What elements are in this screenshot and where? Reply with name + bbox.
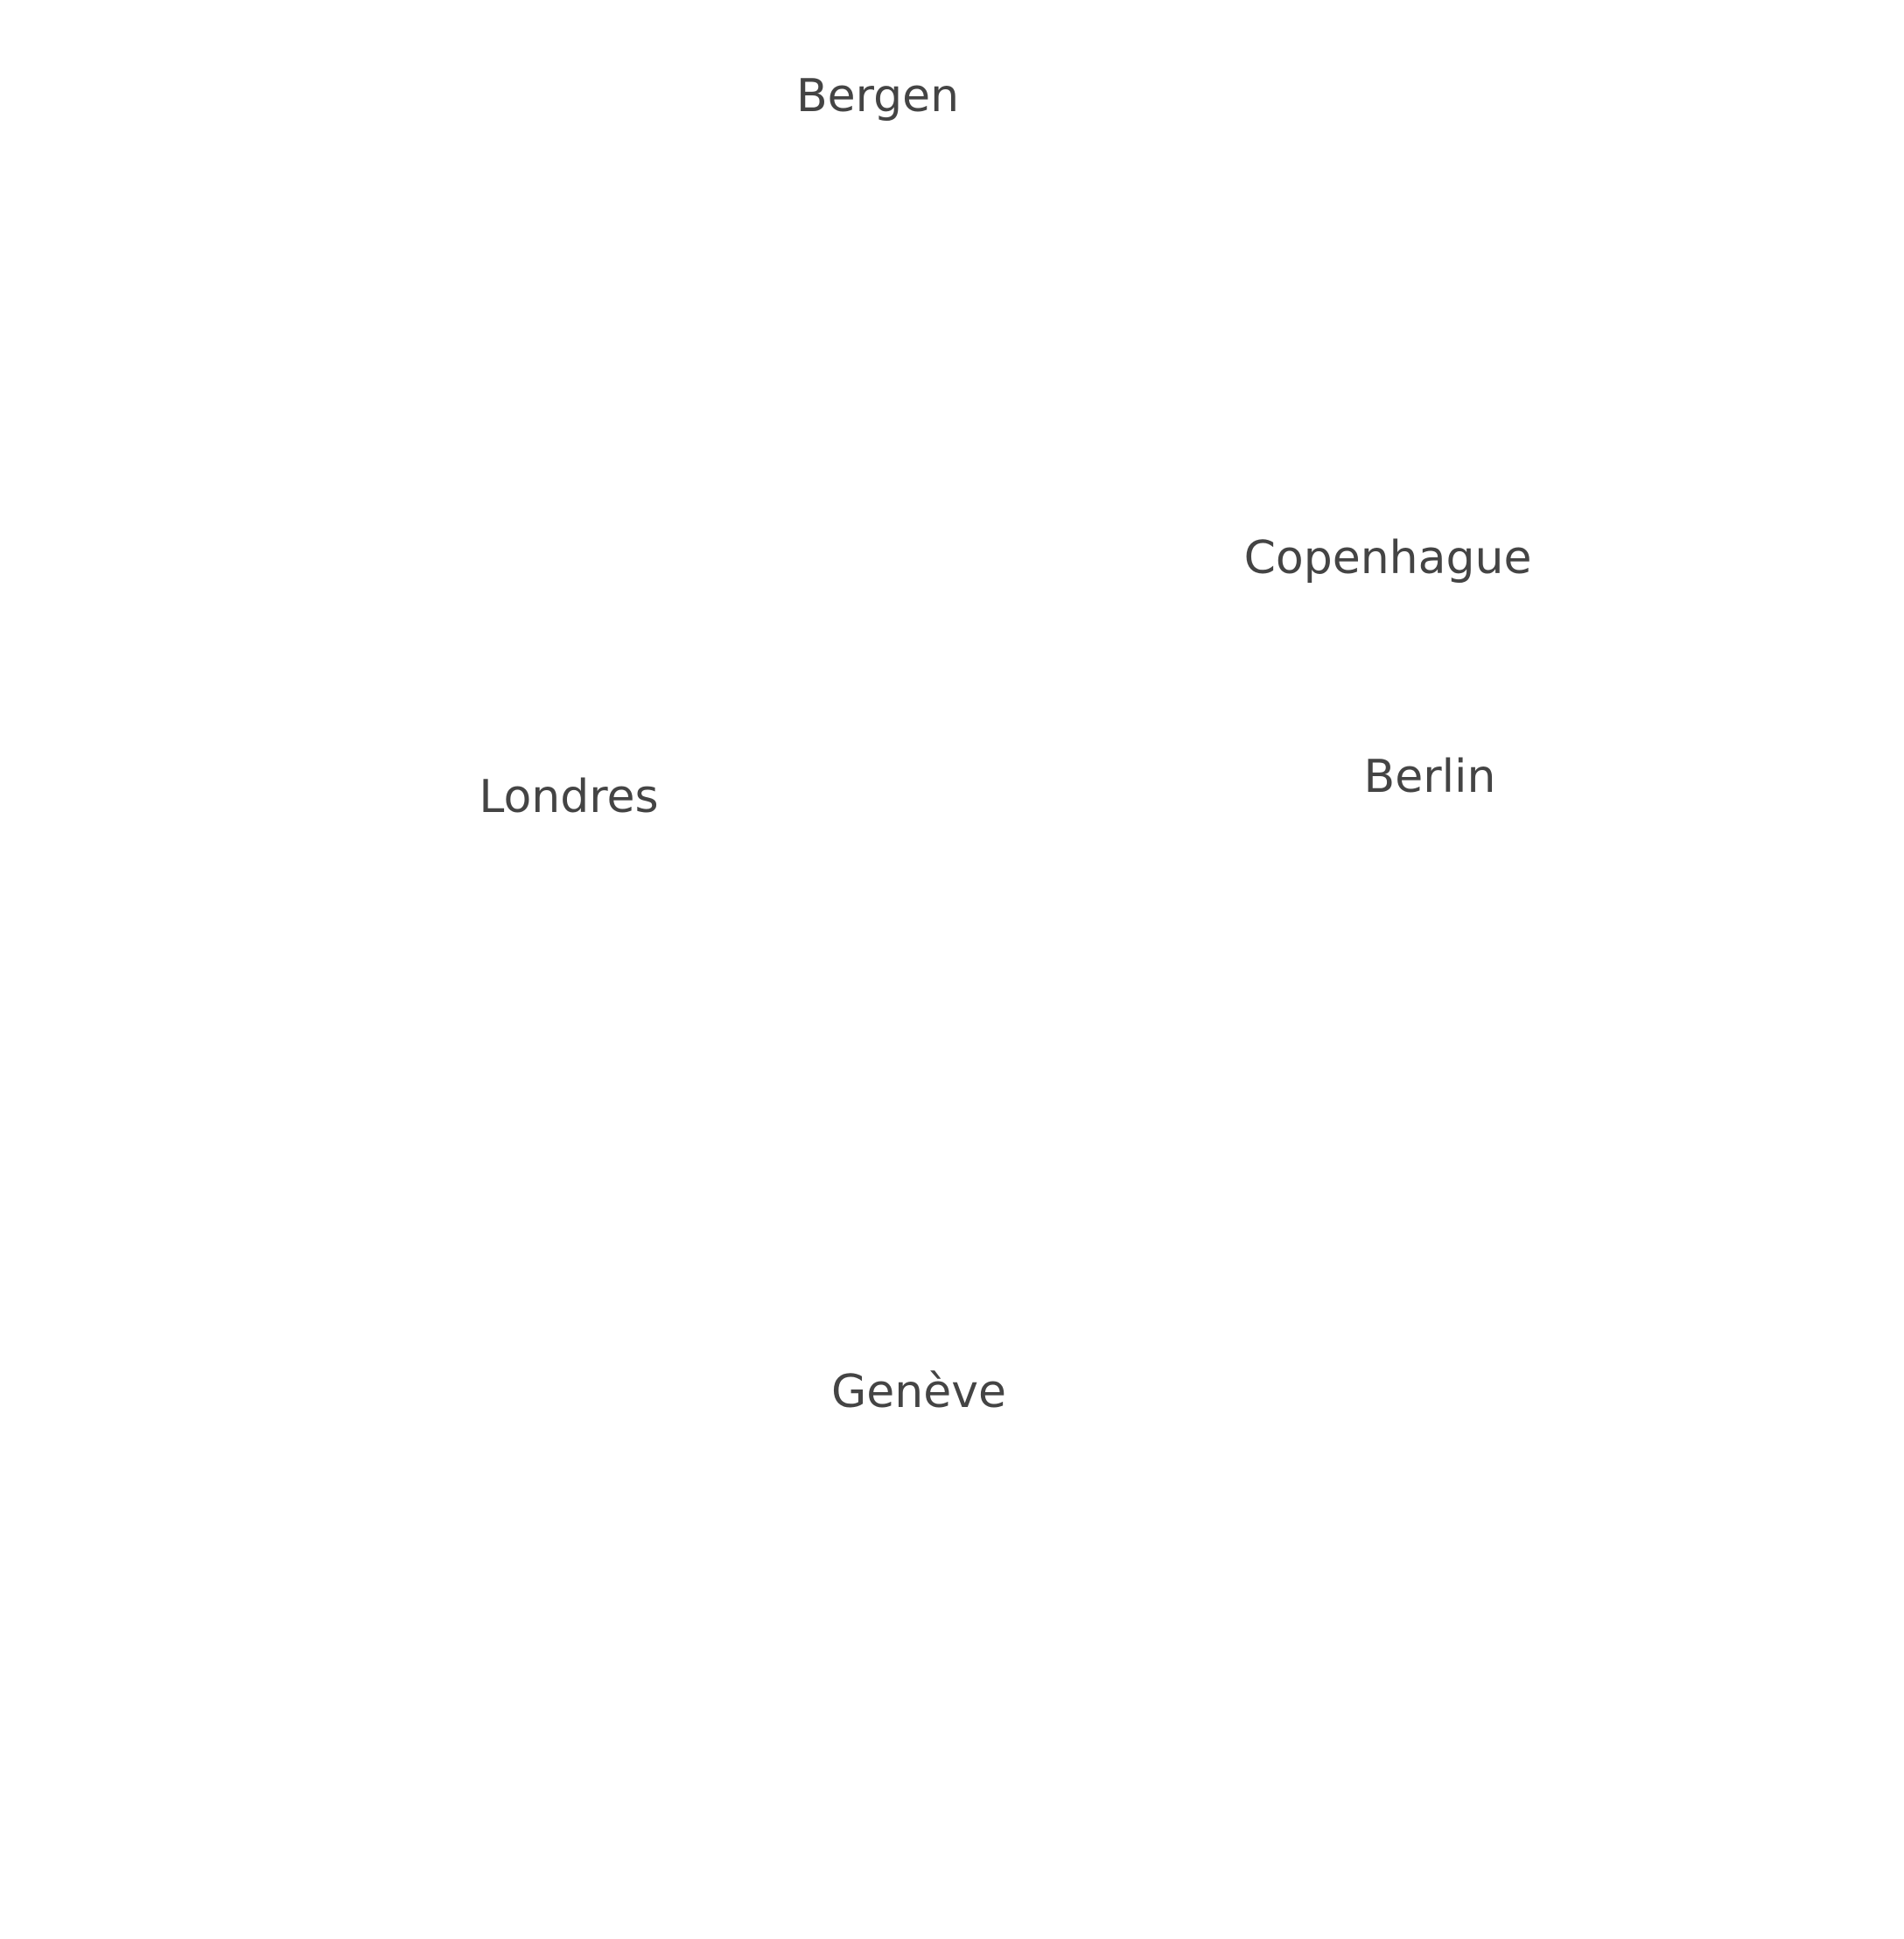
city-label-londres: Londres bbox=[479, 771, 659, 823]
city-label-copenhague: Copenhague bbox=[1243, 532, 1532, 584]
city-label-geneve: Genève bbox=[830, 1366, 1007, 1418]
city-label-bergen: Bergen bbox=[795, 70, 960, 122]
city-label-berlin: Berlin bbox=[1363, 751, 1496, 803]
